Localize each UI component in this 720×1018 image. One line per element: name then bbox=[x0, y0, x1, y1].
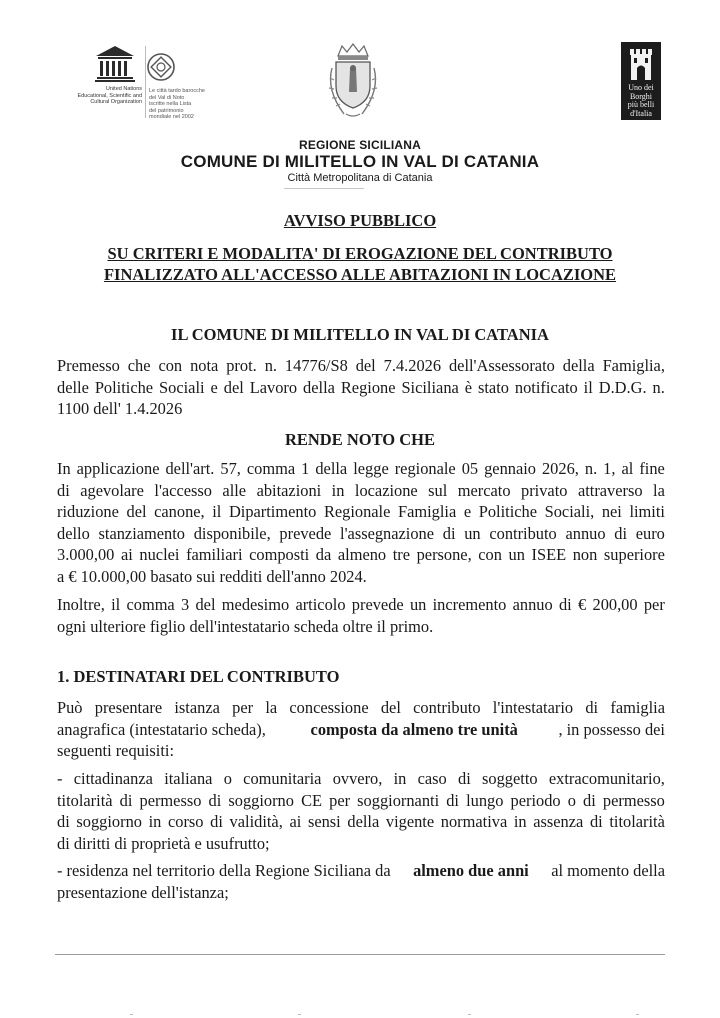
word: 7.4.2026 bbox=[383, 356, 442, 375]
word: per bbox=[643, 595, 665, 614]
paragraph-line bbox=[57, 501, 665, 523]
word: titolarità bbox=[57, 790, 113, 810]
word: n. bbox=[264, 356, 277, 375]
word: nei bbox=[601, 502, 622, 521]
notice-title: AVVISO PUBBLICO bbox=[283, 211, 437, 230]
word: per bbox=[232, 698, 254, 717]
word: delle bbox=[57, 377, 89, 397]
word: prot. bbox=[226, 356, 257, 375]
word: nuclei bbox=[139, 545, 180, 564]
word: corso bbox=[168, 812, 204, 831]
paragraph-line bbox=[57, 594, 665, 616]
word: applicazione bbox=[76, 459, 160, 478]
word: 1 bbox=[301, 459, 310, 478]
word: del bbox=[380, 698, 401, 717]
word: superiore bbox=[603, 545, 665, 564]
word: legge bbox=[353, 459, 389, 478]
world-heritage-caption bbox=[149, 88, 219, 121]
scan-edge-marks bbox=[0, 1014, 720, 1016]
word: dell'Assessorato bbox=[448, 356, 555, 375]
notice-subject-line: SU CRITERI E MODALITA' DI EROGAZIONE DEL CONTRIBUTO bbox=[107, 244, 613, 263]
premise-paragraph bbox=[57, 355, 665, 420]
issuer-heading: IL COMUNE DI MILITELLO IN VAL DI CATANIA bbox=[171, 325, 549, 344]
municipal-crest-icon bbox=[322, 42, 384, 120]
word: abitazioni bbox=[256, 480, 322, 500]
word: un bbox=[464, 523, 481, 543]
word: 2026, bbox=[541, 459, 579, 478]
word: lungo bbox=[466, 790, 504, 810]
word: medesimo bbox=[221, 595, 290, 614]
word: la bbox=[653, 480, 665, 500]
borghi-caption bbox=[621, 84, 661, 118]
increment-paragraph bbox=[57, 594, 665, 637]
word: nota bbox=[190, 356, 219, 375]
word: Siciliana bbox=[401, 377, 459, 397]
borghi-caption-line: più belli bbox=[627, 100, 655, 109]
word: 1, bbox=[603, 459, 616, 478]
word: articolo bbox=[295, 595, 346, 614]
word: 14776/S8 bbox=[284, 356, 348, 375]
paragraph-line bbox=[57, 860, 665, 882]
word: della bbox=[315, 459, 348, 478]
word: D.D.G. bbox=[598, 377, 647, 397]
paragraph-line bbox=[57, 811, 665, 833]
word: non bbox=[572, 545, 598, 564]
word: incremento bbox=[432, 595, 507, 614]
word: al bbox=[621, 459, 634, 478]
region-name: REGIONE SICILIANA bbox=[298, 138, 422, 152]
word: il bbox=[583, 377, 593, 397]
word: assenza bbox=[533, 812, 584, 831]
unesco-caption-line: United Nations bbox=[105, 86, 142, 92]
paragraph-line bbox=[57, 355, 665, 377]
word: extracomunitario, bbox=[548, 769, 665, 788]
paragraph-line bbox=[57, 544, 665, 566]
word: Inoltre, bbox=[57, 595, 105, 614]
word: è bbox=[464, 377, 473, 397]
word: alle bbox=[222, 480, 247, 500]
paragraph-line bbox=[57, 523, 665, 545]
word: di bbox=[589, 812, 603, 831]
word: di bbox=[583, 790, 596, 810]
word: 3 bbox=[181, 595, 190, 614]
word: persone, bbox=[416, 545, 472, 564]
word: sul bbox=[428, 480, 448, 500]
word: di bbox=[558, 595, 572, 614]
word: periodo bbox=[510, 790, 561, 810]
paragraph-line: presentazione dell'istanza; bbox=[57, 882, 229, 902]
word: della bbox=[347, 812, 380, 831]
word: 3.000,00 bbox=[57, 545, 115, 564]
word: limiti bbox=[629, 502, 665, 521]
word: comma bbox=[126, 595, 175, 614]
word: di bbox=[585, 698, 599, 717]
text-run: , in possesso dei bbox=[558, 719, 665, 739]
word: comma bbox=[246, 459, 296, 478]
word: presentare bbox=[94, 698, 163, 717]
word: un bbox=[508, 545, 525, 564]
paragraph-line bbox=[57, 458, 665, 480]
word: con bbox=[158, 356, 183, 375]
word: riduzione bbox=[57, 502, 119, 521]
text-run: - residenza nel territorio della Regione Siciliana da bbox=[57, 861, 395, 880]
word: del bbox=[223, 377, 244, 397]
word: del bbox=[195, 595, 216, 614]
paragraph-line bbox=[57, 480, 665, 502]
word: Sociali bbox=[159, 377, 205, 397]
word: di bbox=[442, 523, 456, 543]
borghi-caption-line: d'Italia bbox=[630, 108, 652, 118]
world-heritage-caption-line: del Val di Noto bbox=[149, 94, 185, 101]
recipients-intro-paragraph bbox=[57, 697, 665, 762]
word: composti bbox=[249, 545, 310, 564]
word: notificato bbox=[514, 377, 578, 397]
word: euro bbox=[635, 523, 665, 543]
word: n. bbox=[584, 459, 598, 478]
requirement-residence bbox=[57, 860, 665, 903]
world-heritage-caption-line: Le città tardo barocche bbox=[149, 88, 205, 94]
paragraph-line: seguenti requisiti: bbox=[57, 741, 174, 760]
text-run: al momento della bbox=[547, 861, 665, 880]
word: disponibile, bbox=[193, 523, 271, 543]
word: di bbox=[614, 523, 628, 543]
word: Politiche bbox=[478, 502, 538, 521]
word: attraverso bbox=[577, 480, 643, 500]
word: gennaio bbox=[484, 459, 536, 478]
world-heritage-emblem-icon bbox=[146, 52, 176, 82]
word: o bbox=[223, 769, 232, 788]
word: l'assegnazione bbox=[340, 523, 435, 543]
rende-noto-heading: RENDE NOTO CHE bbox=[284, 430, 436, 449]
word: sensi bbox=[307, 812, 341, 831]
word: di bbox=[458, 769, 471, 788]
unesco-caption-line: Educational, Scientific and bbox=[77, 92, 142, 99]
word: cittadinanza bbox=[73, 769, 153, 788]
word: soggiornanti bbox=[357, 790, 440, 810]
word: di bbox=[208, 790, 222, 810]
paragraph-line: 1100 dell' 1.4.2026 bbox=[57, 399, 183, 418]
word: regionale bbox=[394, 459, 456, 478]
word: contributo bbox=[413, 698, 481, 717]
word: concessione bbox=[289, 698, 369, 717]
borghi-caption-line: Uno dei bbox=[628, 83, 654, 92]
unesco-temple-icon bbox=[94, 44, 136, 84]
word: prevede bbox=[351, 595, 404, 614]
world-heritage-caption-line: iscritte nella Lista bbox=[149, 101, 192, 107]
header-divider bbox=[284, 188, 364, 189]
word: vigente bbox=[385, 812, 435, 831]
paragraph-line bbox=[57, 768, 665, 790]
section-heading: 1. DESTINATARI DEL CONTRIBUTO bbox=[57, 667, 340, 686]
word: l'accesso bbox=[154, 480, 212, 500]
paragraph-line bbox=[57, 719, 665, 741]
word: del bbox=[355, 356, 376, 375]
word: validità, bbox=[229, 812, 283, 831]
word: ovvero, bbox=[332, 769, 383, 788]
word: Famiglia bbox=[397, 502, 457, 521]
text-run: anagrafica (intestatario scheda), bbox=[57, 719, 270, 739]
notice-subject-line: FINALIZZATO ALL'ACCESSO ALLE ABITAZIONI IN LOCAZIONE bbox=[103, 265, 617, 284]
word: comunitaria bbox=[243, 769, 322, 788]
unesco-caption-line: Cultural Organization bbox=[90, 99, 142, 105]
paragraph-line bbox=[57, 790, 665, 812]
word: titolarità bbox=[609, 812, 665, 831]
word: privato bbox=[521, 480, 568, 500]
word: soggetto bbox=[482, 769, 538, 788]
word: caso bbox=[417, 769, 447, 788]
word: la bbox=[265, 698, 278, 717]
emphasis-text: composta da almeno tre unità bbox=[310, 719, 518, 739]
word: stato bbox=[477, 377, 509, 397]
word: Regione bbox=[340, 377, 396, 397]
word: - bbox=[57, 769, 63, 788]
word: e bbox=[210, 377, 218, 397]
borghi-tower-icon bbox=[628, 46, 654, 82]
footer-divider bbox=[55, 954, 665, 955]
word: famiglia bbox=[610, 698, 665, 717]
word: mercato bbox=[457, 480, 511, 500]
world-heritage-caption-line: del patrimonio bbox=[149, 107, 184, 114]
word: Famiglia, bbox=[602, 356, 665, 375]
word: di bbox=[57, 480, 70, 500]
word: un bbox=[409, 595, 427, 614]
word: della bbox=[562, 356, 595, 375]
word: familiari bbox=[186, 545, 243, 564]
word: in bbox=[331, 480, 345, 500]
word: 05 bbox=[461, 459, 479, 478]
word: soggiorno bbox=[76, 812, 142, 831]
word: dell'art. bbox=[165, 459, 215, 478]
word: prevede bbox=[279, 523, 332, 543]
word: 57, bbox=[220, 459, 241, 478]
word: fine bbox=[639, 459, 665, 478]
paragraph-line bbox=[57, 697, 665, 719]
word: Regionale bbox=[323, 502, 391, 521]
word: in bbox=[148, 812, 162, 831]
word: di bbox=[119, 790, 133, 810]
word: che bbox=[127, 356, 151, 375]
word: l'intestatario bbox=[492, 698, 574, 717]
word: annuo bbox=[565, 523, 606, 543]
word: permesso bbox=[602, 790, 665, 810]
emphasis-text: almeno due anni bbox=[413, 861, 529, 880]
word: con bbox=[478, 545, 502, 564]
requirement-citizenship bbox=[57, 768, 665, 854]
word: il bbox=[212, 502, 222, 521]
word: di bbox=[57, 812, 70, 831]
application-paragraph bbox=[57, 458, 665, 587]
word: della bbox=[303, 377, 335, 397]
paragraph-line bbox=[57, 377, 665, 399]
world-heritage-caption-line: mondiale nel 2002 bbox=[149, 114, 194, 120]
word: di bbox=[210, 812, 223, 831]
word: in bbox=[393, 769, 407, 788]
word: dello bbox=[57, 523, 90, 543]
word: Sociali, bbox=[544, 502, 595, 521]
word: Dipartimento bbox=[228, 502, 317, 521]
borghi-caption-line: Borghi bbox=[629, 91, 653, 101]
word: annuo bbox=[512, 595, 553, 614]
word: ai bbox=[120, 545, 133, 564]
comune-name: COMUNE DI MILITELLO IN VAL DI CATANIA bbox=[180, 152, 540, 171]
word: in bbox=[513, 812, 527, 831]
word: il bbox=[111, 595, 121, 614]
unesco-caption bbox=[52, 86, 142, 106]
word: normativa bbox=[440, 812, 508, 831]
word: per bbox=[329, 790, 351, 810]
word: e bbox=[463, 502, 472, 521]
word: Politiche bbox=[94, 377, 154, 397]
word: o bbox=[567, 790, 576, 810]
word: Premesso bbox=[57, 356, 120, 375]
word: locazione bbox=[354, 480, 418, 500]
word: Può bbox=[57, 698, 83, 717]
word: canone, bbox=[154, 502, 205, 521]
word: da bbox=[315, 545, 332, 564]
word: italiana bbox=[164, 769, 213, 788]
word: permesso bbox=[139, 790, 202, 810]
word: contributo bbox=[489, 523, 557, 543]
word: ISEE bbox=[531, 545, 567, 564]
metro-city: Città Metropolitana di Catania bbox=[287, 172, 433, 184]
word: almeno bbox=[337, 545, 387, 564]
word: del bbox=[126, 502, 147, 521]
word: 200,00 bbox=[592, 595, 638, 614]
word: n. bbox=[652, 377, 665, 397]
word: Lavoro bbox=[249, 377, 298, 397]
paragraph-line: di diritti di proprietà e usufrutto; bbox=[57, 833, 270, 853]
word: agevolare bbox=[80, 480, 144, 500]
word: ai bbox=[289, 812, 302, 831]
word: soggiorno bbox=[228, 790, 294, 810]
word: stanziamento bbox=[98, 523, 185, 543]
paragraph-line: ogni ulteriore figlio dell'intestatario scheda oltre il primo. bbox=[57, 616, 434, 636]
notice-subject bbox=[0, 243, 720, 285]
word: In bbox=[57, 459, 71, 478]
word: istanza bbox=[174, 698, 220, 717]
word: CE bbox=[301, 790, 323, 810]
word: di bbox=[446, 790, 459, 810]
word: tre bbox=[392, 545, 411, 564]
borghi-logo bbox=[621, 42, 661, 120]
paragraph-line: a € 10.000,00 basato sui redditi dell'anno 2024. bbox=[57, 566, 367, 586]
word: € bbox=[578, 595, 587, 614]
